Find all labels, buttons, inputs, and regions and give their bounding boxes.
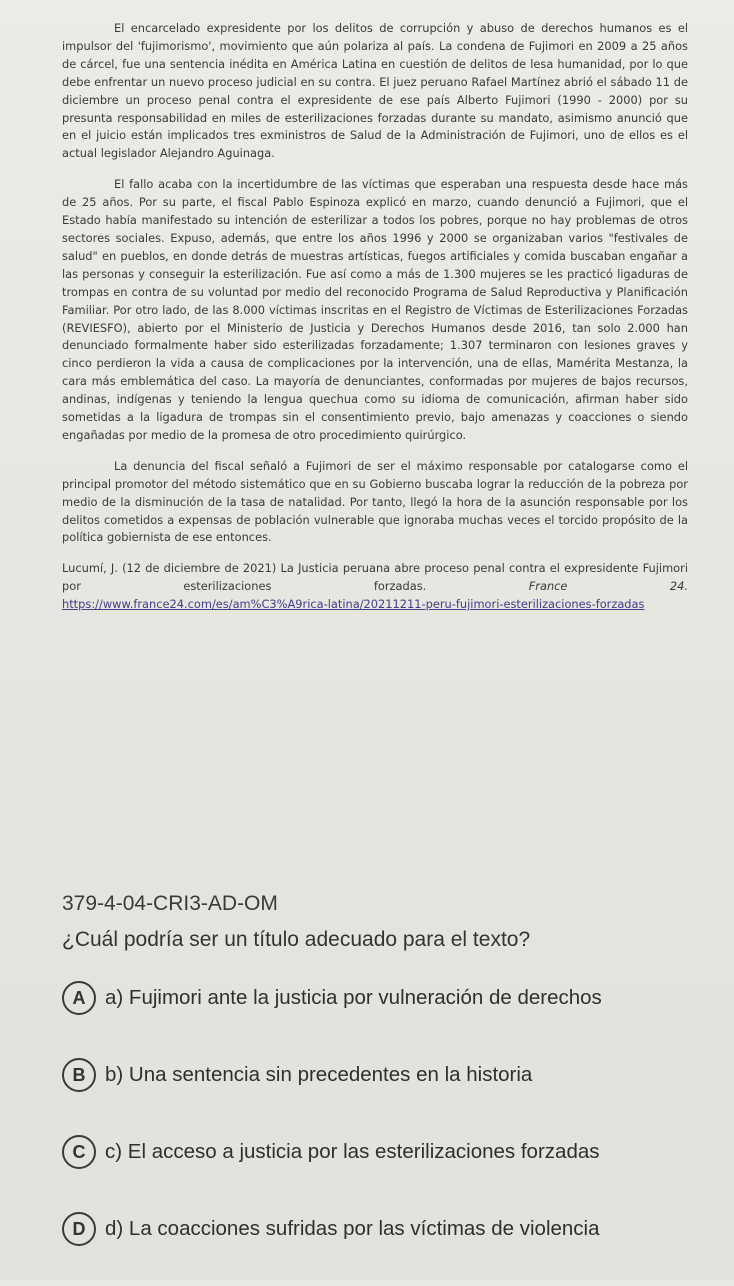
- option-b-text: b) Una sentencia sin precedentes en la historia: [105, 1063, 533, 1086]
- option-c-badge[interactable]: C: [62, 1135, 96, 1169]
- reference-text: Lucumí, J. (12 de diciembre de 2021) La Justicia peruana abre proceso penal contra el expresidente Fujimori por esterilizaciones forzadas.: [62, 561, 688, 594]
- option-b-badge[interactable]: B: [62, 1058, 96, 1092]
- reference-source: France 24.: [528, 579, 688, 594]
- reference-link[interactable]: https://www.france24.com/es/am%C3%A9rica-latina/20211211-peru-fujimori-esterilizaciones-forzadas: [62, 597, 645, 612]
- option-b[interactable]: [62, 1055, 722, 1095]
- option-a-badge[interactable]: A: [62, 981, 96, 1015]
- option-d[interactable]: [62, 1209, 722, 1249]
- reference: [62, 560, 688, 614]
- question-code: 379-4-04-CRI3-AD-OM: [62, 892, 278, 915]
- article-paragraph-1: El encarcelado expresidente por los delitos de corrupción y abuso de derechos humanos es el impulsor del 'fujimorismo', movimiento que aún polariza al país. La condena de Fujimori en 2009 a 25 años de cárcel, fue una sentencia inédita en América Latina en cuestión de delitos de lesa humanidad, por lo que debe enfrentar un nuevo proceso judicial en su contra. El juez peruano Rafael Martínez abrió el sábado 11 de diciembre un proceso penal contra el expresidente de ese país Alberto Fujimori (1990 - 2000) por su presunta responsabilidad en miles de esterilizaciones forzadas durante su mandato, asimismo anunció que en el juicio están implicados tres exministros de Salud de la Administración de Fujimori, uno de ellos es el actual legislador Alejandro Aguinaga.: [62, 21, 688, 161]
- article-paragraph-3: La denuncia del fiscal señaló a Fujimori de ser el máximo responsable por catalogarse como el principal promotor del método sistemático que en su Gobierno buscaba lograr la reducción de la pobreza por medio de la disminución de la tasa de natalidad. Por tanto, llegó la hora de la asunción responsable por los delitos cometidos a expensas de población vulnerable que ignoraba muchas veces el torcido propósito de la política gobiernista de ese entonces.: [62, 458, 688, 545]
- article-paragraph-2: El fallo acaba con la incertidumbre de las víctimas que esperaban una respuesta desde hace más de 25 años. Por su parte, el fiscal Pablo Espinoza explicó en marzo, cuando denunció a Fujimori, que el Estado había manifestado su intención de esterilizar a todos los pobres, porque no hay problemas de otros sectores sociales. Expuso, además, que entre los años 1996 y 2000 se organizaban varios "festivales de salud" en pueblos, en donde detrás de muestras artísticas, fuegos artificiales y comida buscaban engañar a las personas y conseguir la esterilización. Fue así como a más de 1.300 mujeres se les practicó ligaduras de trompas en contra de su voluntad por medio del reconocido Programa de Salud Reproductiva y Planificación Familiar. Por otro lado, de las 8.000 víctimas inscritas en el Registro de Víctimas de Esterilizaciones Forzadas (REVIESFO), abierto por el Ministerio de Justicia y Derechos Humanos desde 2016, tan solo 2.000 han denunciado formalmente haber sido esterilizadas forzadamente; 1.307 terminaron con lesiones graves y cinco perdieron la vida a causa de complicaciones por la intervención, una de ellas, Mamérita Mestanza, la cara más emblemática del caso. La mayoría de denunciantes, conformadas por mujeres de bajos recursos, andinas, indígenas y teniendo la lengua quechua como su idioma de comunicación, afirman haber sido sometidas a la ligadura de trompas sin el consentimiento previo, bajo amenazas y coacciones o siendo engañadas por medio de la promesa de otro procedimiento quirúrgico.: [62, 177, 688, 442]
- option-a-text: a) Fujimori ante la justicia por vulneración de derechos: [105, 986, 602, 1009]
- question-prompt: ¿Cuál podría ser un título adecuado para el texto?: [62, 928, 531, 951]
- question-block: [62, 892, 722, 1286]
- option-c-text: c) El acceso a justicia por las esterilizaciones forzadas: [105, 1140, 600, 1163]
- option-c[interactable]: [62, 1132, 722, 1172]
- scanned-article: [62, 20, 688, 627]
- option-d-badge[interactable]: D: [62, 1212, 96, 1246]
- option-a[interactable]: [62, 978, 722, 1018]
- option-d-text: d) La coacciones sufridas por las víctimas de violencia: [105, 1217, 600, 1240]
